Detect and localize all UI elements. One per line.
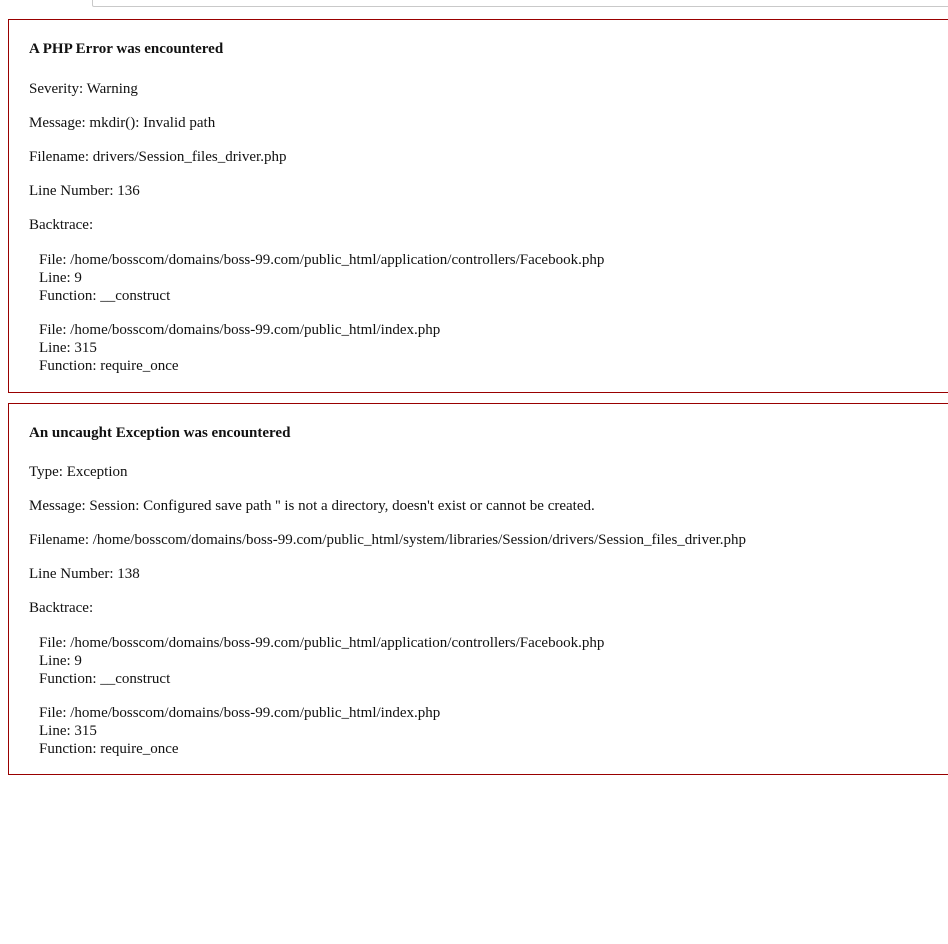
error-heading: A PHP Error was encountered	[29, 41, 224, 57]
exception-block	[8, 403, 948, 775]
error-backtrace-label: Backtrace:	[29, 217, 94, 233]
error-message: Message: mkdir(): Invalid path	[29, 115, 216, 131]
backtrace-file: File: /home/bosscom/domains/boss-99.com/public_html/application/controllers/Facebook.php	[39, 635, 605, 651]
exception-heading: An uncaught Exception was encountered	[29, 425, 291, 441]
backtrace-entry	[39, 634, 604, 688]
backtrace-entry	[39, 321, 440, 375]
backtrace-file: File: /home/bosscom/domains/boss-99.com/public_html/index.php	[39, 705, 441, 721]
exception-filename: Filename: /home/bosscom/domains/boss-99.com/public_html/system/libraries/Session/drivers/Session_files_driver.php	[29, 532, 747, 548]
exception-type: Type: Exception	[29, 464, 128, 480]
exception-line-number: Line Number: 138	[29, 566, 140, 582]
php-error-block	[8, 19, 948, 393]
backtrace-line: Line: 9	[39, 653, 82, 669]
error-severity: Severity: Warning	[29, 81, 138, 97]
browser-chrome-edge	[0, 0, 948, 7]
address-bar[interactable]	[92, 0, 948, 7]
exception-message: Message: Session: Configured save path '' is not a directory, doesn't exist or cannot be created.	[29, 498, 595, 514]
backtrace-entry	[39, 251, 604, 305]
exception-backtrace-label: Backtrace:	[29, 600, 94, 616]
backtrace-file: File: /home/bosscom/domains/boss-99.com/public_html/index.php	[39, 322, 441, 338]
backtrace-line: Line: 315	[39, 723, 97, 739]
backtrace-function: Function: require_once	[39, 741, 179, 757]
backtrace-line: Line: 315	[39, 340, 97, 356]
backtrace-function: Function: __construct	[39, 671, 171, 687]
backtrace-line: Line: 9	[39, 270, 82, 286]
backtrace-file: File: /home/bosscom/domains/boss-99.com/public_html/application/controllers/Facebook.php	[39, 252, 605, 268]
backtrace-function: Function: require_once	[39, 358, 179, 374]
backtrace-function: Function: __construct	[39, 288, 171, 304]
error-line-number: Line Number: 136	[29, 183, 140, 199]
error-filename: Filename: drivers/Session_files_driver.php	[29, 149, 287, 165]
backtrace-entry	[39, 704, 440, 758]
